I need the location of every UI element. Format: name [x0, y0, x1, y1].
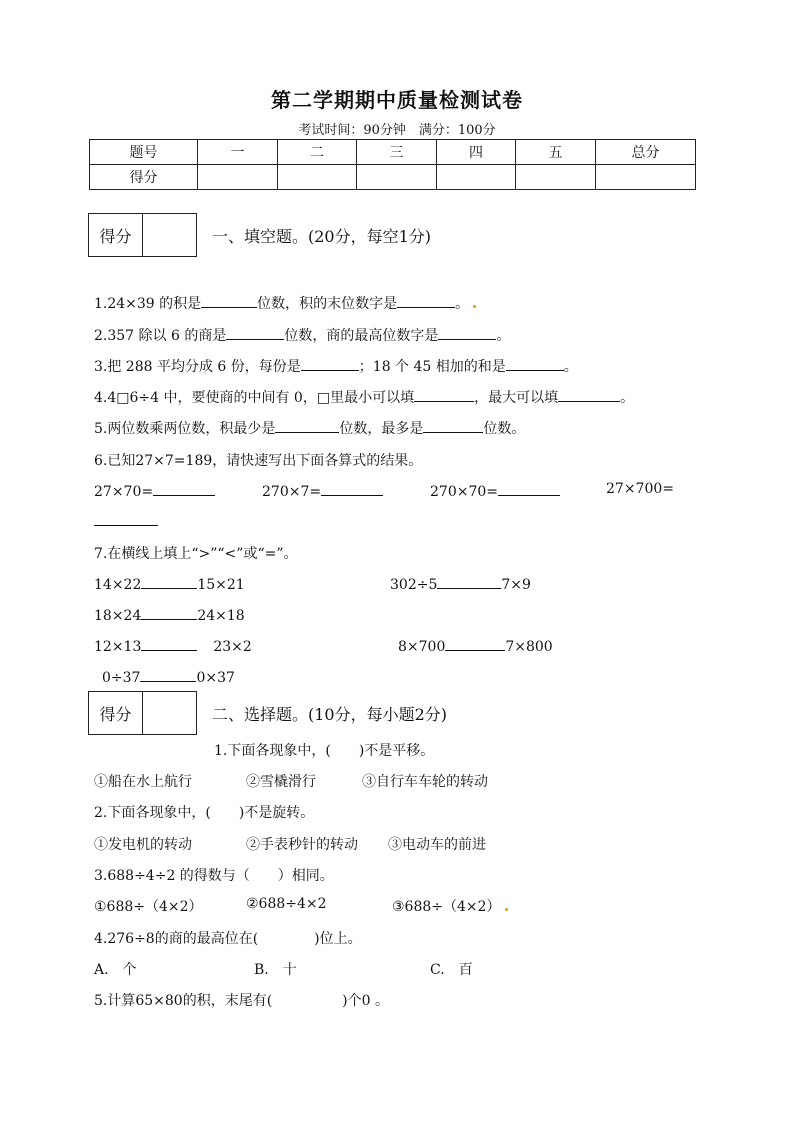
choice-question-3: 3.688÷4÷2 的得数与（ ）相同。 — [94, 868, 334, 884]
question-text: 位数。 — [483, 421, 526, 437]
section2-score-box — [88, 691, 197, 735]
expression-text: 302÷5 — [390, 577, 438, 593]
option-text: ③688÷（4×2） — [392, 899, 501, 915]
expression-text: 18×24 — [94, 608, 142, 624]
q6-item — [430, 481, 560, 500]
score-box-label: 得分 — [89, 214, 143, 256]
question-text: 3.把 288 平均分成 6 份，每份是 — [94, 359, 301, 375]
question-text: 。 — [455, 296, 470, 312]
score-cell[interactable] — [516, 165, 596, 190]
answer-blank[interactable] — [321, 481, 383, 496]
question-text: 4.4□6÷4 中，要使商的中间有 0，□里最小可以填 — [94, 390, 415, 406]
answer-blank[interactable] — [141, 574, 197, 589]
answer-blank[interactable] — [140, 667, 196, 682]
question-2 — [94, 325, 510, 345]
question-text: 2.357 除以 6 的商是 — [94, 328, 227, 344]
q7-item — [94, 605, 245, 624]
score-cell[interactable] — [596, 165, 696, 190]
question-text: 。 — [496, 328, 511, 344]
section1-score-box — [88, 213, 197, 257]
table-header-cell: 二 — [278, 140, 357, 165]
question-text: 位数，积的末位数字是 — [257, 296, 398, 312]
expression-text: 0÷37 — [102, 670, 141, 686]
expression-text: 7×800 — [505, 639, 553, 655]
table-header-cell: 题号 — [90, 140, 198, 165]
q6-item — [262, 481, 383, 500]
expression-text: 23×2 — [213, 639, 252, 655]
table-header-cell: 总分 — [596, 140, 696, 165]
choice-option[interactable]: ②手表秒针的转动 — [246, 837, 358, 853]
q7-item — [390, 574, 531, 593]
question-text: ；18 个 45 相加的和是 — [358, 359, 506, 375]
table-header-cell: 五 — [516, 140, 596, 165]
answer-blank[interactable] — [558, 387, 620, 402]
question-7: 7.在横线上填上“>”“<”或“=”。 — [94, 546, 298, 562]
expression-text: 14×22 — [94, 577, 142, 593]
score-table-header-row — [90, 140, 696, 165]
answer-blank[interactable] — [437, 574, 501, 589]
question-4 — [94, 387, 634, 407]
question-6: 6.已知27×7=189，请快速写出下面各算式的结果。 — [94, 453, 423, 469]
answer-blank[interactable] — [201, 293, 257, 308]
answer-blank[interactable] — [94, 511, 158, 526]
answer-blank[interactable] — [506, 356, 564, 371]
q6-item-wrap — [94, 511, 158, 530]
table-header-cell: 一 — [198, 140, 278, 165]
expression-text: 24×18 — [197, 608, 245, 624]
answer-blank[interactable] — [153, 481, 215, 496]
choice-option[interactable]: A. 个 — [94, 962, 137, 978]
section1-heading: 一、填空题。(20分，每空1分) — [212, 227, 432, 246]
answer-blank[interactable] — [226, 325, 284, 340]
choice-option[interactable]: ③电动车的前进 — [388, 837, 486, 853]
score-cell[interactable] — [437, 165, 516, 190]
table-row-label: 得分 — [90, 165, 198, 190]
expression-text: 12×13 — [94, 639, 142, 655]
score-box-blank[interactable] — [143, 692, 196, 734]
table-header-cell: 三 — [357, 140, 437, 165]
score-box-blank[interactable] — [143, 214, 196, 256]
score-table-score-row — [90, 165, 696, 190]
question-3 — [94, 356, 578, 376]
choice-option[interactable]: ②雪橇滑行 — [246, 774, 316, 790]
answer-blank[interactable] — [141, 605, 197, 620]
section2-heading: 二、选择题。(10分，每小题2分) — [212, 705, 448, 724]
table-header-cell: 四 — [437, 140, 516, 165]
expression-text: 8×700 — [398, 639, 446, 655]
expression-text: 15×21 — [197, 577, 245, 593]
score-cell[interactable] — [278, 165, 357, 190]
question-1 — [94, 293, 476, 313]
expression-text: 7×9 — [501, 577, 531, 593]
stray-mark — [473, 305, 476, 308]
expression-text: 27×700= — [606, 481, 674, 497]
q6-item — [94, 481, 215, 500]
question-text: 1.24×39 的积是 — [94, 296, 202, 312]
answer-blank[interactable] — [414, 387, 474, 402]
stray-mark — [505, 908, 508, 911]
score-cell[interactable] — [357, 165, 437, 190]
choice-question-5: 5.计算65×80的积，末尾有( )个0 。 — [94, 993, 389, 1009]
choice-option[interactable]: ③自行车车轮的转动 — [362, 774, 488, 790]
choice-question-1: 1.下面各现象中，( )不是平移。 — [214, 743, 435, 759]
q7-item — [94, 636, 252, 655]
score-cell[interactable] — [198, 165, 278, 190]
page-title: 第二学期期中质量检测试卷 — [271, 88, 523, 112]
choice-option[interactable]: B. 十 — [254, 962, 297, 978]
question-text: 。 — [620, 390, 635, 406]
answer-blank[interactable] — [141, 636, 197, 651]
answer-blank[interactable] — [397, 293, 455, 308]
expression-text: 0×37 — [196, 670, 235, 686]
answer-blank[interactable] — [498, 481, 560, 496]
expression-text: 270×70= — [430, 484, 498, 500]
choice-option[interactable] — [392, 896, 508, 916]
score-table — [89, 139, 696, 190]
question-text: 5.两位数乘两位数，积最少是 — [94, 421, 276, 437]
question-text: 。 — [563, 359, 578, 375]
question-5 — [94, 418, 525, 438]
q7-item — [398, 636, 553, 655]
answer-blank[interactable] — [301, 356, 359, 371]
choice-option[interactable]: C. 百 — [430, 962, 473, 978]
choice-option[interactable]: ②688÷4×2 — [246, 896, 327, 912]
choice-option[interactable]: ①688÷（4×2） — [94, 899, 203, 915]
q7-item — [102, 667, 235, 686]
question-text: 位数，商的最高位数字是 — [284, 328, 439, 344]
question-text: ，最大可以填 — [474, 390, 559, 406]
answer-blank[interactable] — [445, 636, 505, 651]
choice-question-2: 2.下面各现象中，( )不是旋转。 — [94, 805, 315, 821]
answer-blank[interactable] — [423, 418, 483, 433]
q6-item — [606, 481, 674, 497]
q7-item — [94, 574, 245, 593]
question-text: 位数，最多是 — [339, 421, 424, 437]
exam-info: 考试时间：90分钟 满分：100分 — [298, 123, 496, 138]
expression-text: 270×7= — [262, 484, 322, 500]
score-box-label: 得分 — [89, 692, 143, 734]
choice-question-4: 4.276÷8的商的最高位在( )位上。 — [94, 931, 362, 947]
answer-blank[interactable] — [438, 325, 496, 340]
answer-blank[interactable] — [275, 418, 339, 433]
expression-text: 27×70= — [94, 484, 154, 500]
choice-option[interactable]: ①船在水上航行 — [94, 774, 192, 790]
choice-option[interactable]: ①发电机的转动 — [94, 837, 192, 853]
